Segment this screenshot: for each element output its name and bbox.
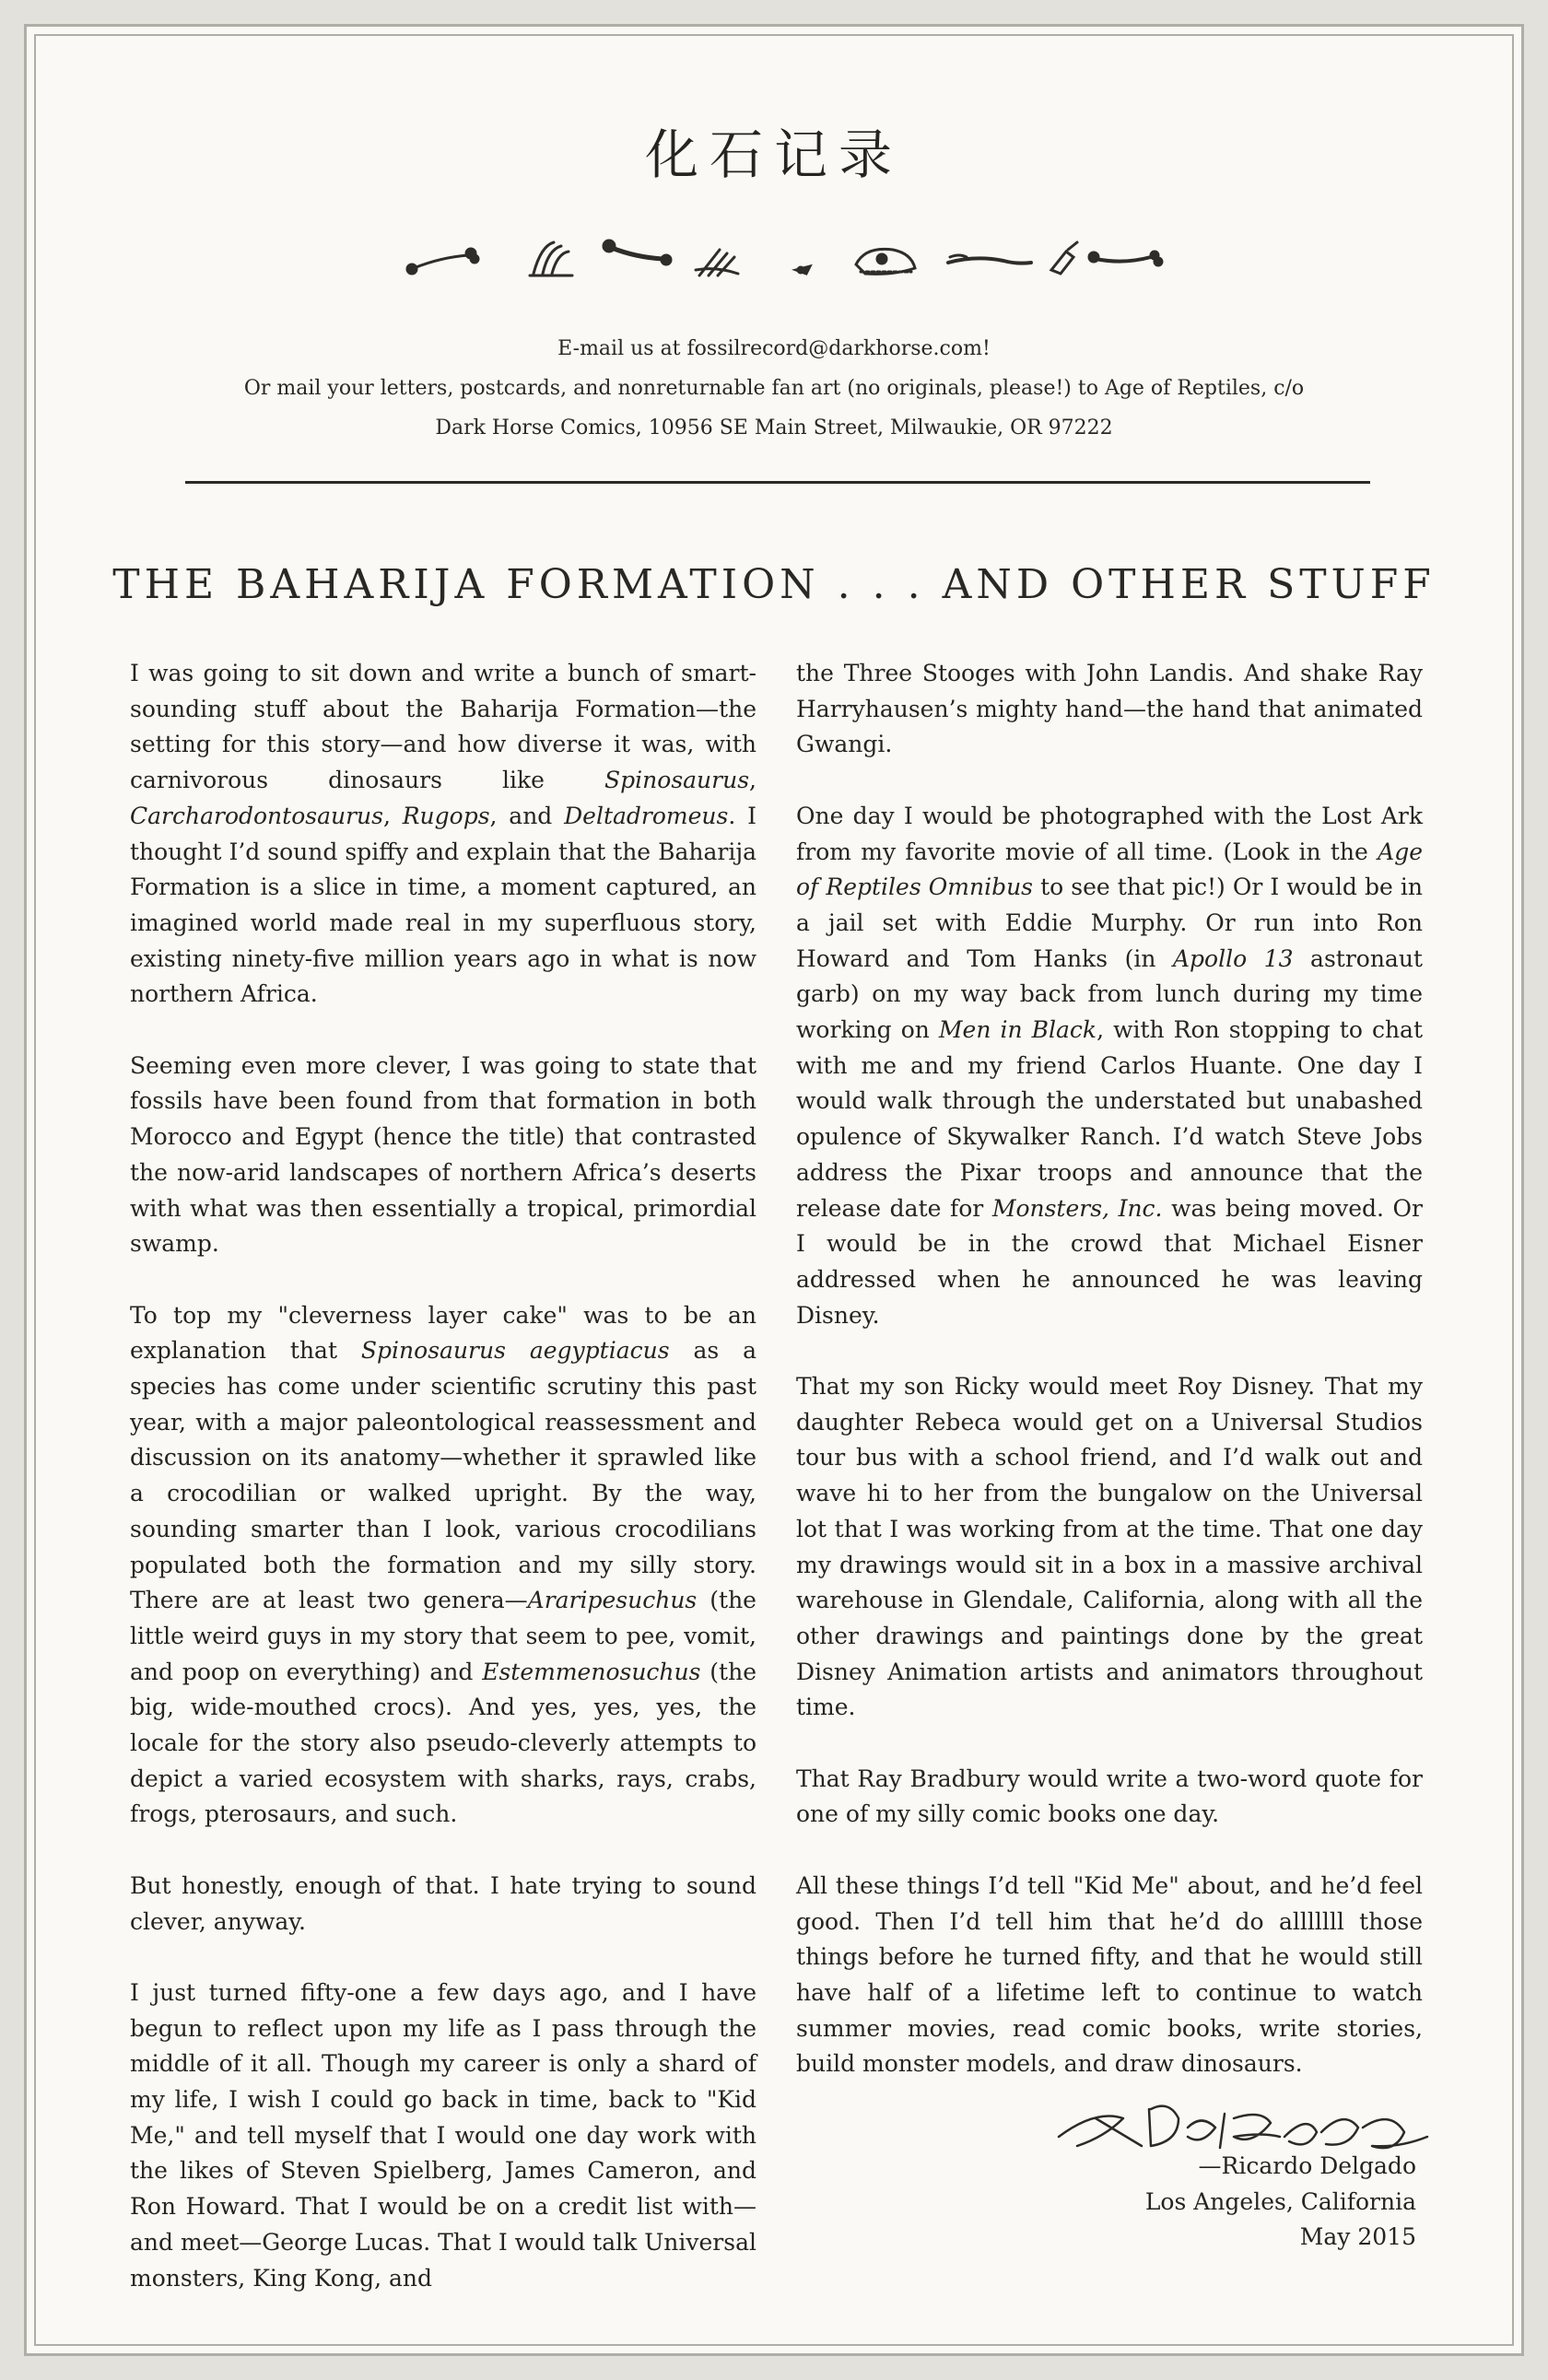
left-column: [130, 656, 756, 2332]
paragraph: the Three Stooges with John Landis. And shake Ray Harryhausen’s mighty hand—the hand that animated Gwangi.: [796, 660, 1423, 758]
masthead-title: 化石记录: [644, 123, 903, 186]
fossil-jaw-icon: [948, 255, 1031, 264]
divider-rule: [185, 481, 1370, 484]
paragraph: That my son Ricky would meet Roy Disney. That my daughter Rebeca would get on a Universal Studios tour bus with a school friend, and I’d walk out and wave hi to her from the bungalow on the Universal lot that I was working from at the time. That one day my drawings would sit in a box in a massive archival warehouse in Glendale, California, along with all the other drawings and paintings done by the great Disney Animation artists and animators throughout time.: [796, 1373, 1423, 1721]
contact-info: [119, 329, 1429, 448]
contact-mail-line: Or mail your letters, postcards, and nonreturnable fan art (no originals, please!) to Age of Reptiles, c/o: [243, 377, 1305, 400]
fossil-skull-icon: [856, 249, 915, 274]
paragraph: I was going to sit down and write a bunch of smart-sounding stuff about the Baharija Formation—the setting for this story—and how diverse it was, with carnivorous dinosaurs like Spinosaurus, Carcharodontosaurus, Rugops, and Deltadromeus. I thought I’d sound spiffy and explain that the Baharija Formation is a slice in time, a moment captured, an imagined world made real in my superfluous story, existing ninety-five million years ago in what is now northern Africa.: [130, 660, 756, 1008]
fossil-femur-icon: [604, 240, 671, 264]
article-headline: THE BAHARIJA FORMATION . . . AND OTHER STUFF: [112, 561, 1436, 608]
paragraph: That Ray Bradbury would write a two-word quote for one of my silly comic books one day.: [796, 1764, 1423, 1828]
fossil-vertebra-icon: [1051, 242, 1077, 274]
paragraph: I just turned fifty-one a few days ago, and I have begun to reflect upon my life as I pass through the middle of it all. Though my career is only a shard of my life, I wish I could go back in time, back to "Kid Me," and tell myself that I would one day work with the likes of Steven Spielberg, James Cameron, and Ron Howard. That I would be on a credit list with—and meet—George Lucas. That I would talk Universal monsters, King Kong, and: [130, 1978, 756, 2292]
paragraph: To top my "cleverness layer cake" was to be an explanation that Spinosaurus aegyptiacus as a species has come under scientific scrutiny this past year, with a major paleontological reassessment and discussion on its anatomy—whether it sprawled like a crocodilian or walked upright. By the way, sounding smarter than I look, various crocodilians populated both the formation and my silly story. There are at least two genera—Araripesuchus (the little weird guys in my story that seem to pee, vomit, and poop on everything) and Estemmenosuchus (the big, wide-mouthed crocs). And yes, yes, yes, the locale for the story also pseudo-cleverly attempts to depict a varied ecosystem with sharks, rays, crabs, frogs, pterosaurs, and such.: [130, 1301, 756, 1828]
fossil-rib-icon: [696, 250, 738, 276]
paragraph: All these things I’d tell "Kid Me" about, and he’d feel good. Then I’d tell him that he’d do alllllll those things before he turned fifty, and that he would still have half of a lifetime left to continue to watch summer movies, read comic books, write stories, build monster models, and draw dinosaurs.: [796, 1871, 1423, 2078]
contact-email-line: E-mail us at fossilrecord@darkhorse.com!: [557, 337, 991, 360]
letter-date: May 2015: [1299, 2223, 1416, 2251]
fossil-ornament-row: [395, 229, 1179, 294]
signoff-block: [1145, 2149, 1416, 2256]
fossil-bone-icon: [407, 249, 478, 274]
paragraph: Seeming even more clever, I was going to state that fossils have been found from that formation in both Morocco and Egypt (hence the title) that contrasted the now-arid landscapes of northern Africa’s deserts with what was then essentially a tropical, primordial swamp.: [130, 1051, 756, 1258]
fossil-tooth-icon: [796, 266, 810, 274]
fossil-limb-icon: [1089, 252, 1162, 265]
contact-address-line: Dark Horse Comics, 10956 SE Main Street, Milwaukie, OR 97222: [435, 416, 1113, 440]
paragraph: But honestly, enough of that. I hate trying to sound clever, anyway.: [130, 1871, 756, 1935]
paragraph: One day I would be photographed with the Lost Ark from my favorite movie of all time. (Look in the Age of Reptiles Omnibus to see that pic!) Or I would be in a jail set with Eddie Murphy. Or run into Ron Howard and Tom Hanks (in Apollo 13 astronaut garb) on my way back from lunch during my time working on Men in Black, with Ron stopping to chat with me and my friend Carlos Huante. One day I would walk through the understated but unabashed opulence of Skywalker Ranch. I’d watch Steve Jobs address the Pixar troops and announce that the release date for Monsters, Inc. was being moved. Or I would be in the crowd that Michael Eisner addressed when he announced he was leaving Disney.: [796, 802, 1423, 1329]
right-column: [796, 656, 1423, 2118]
author-location: Los Angeles, California: [1144, 2187, 1416, 2215]
author-name: —Ricardo Delgado: [1198, 2152, 1416, 2179]
fossil-claw-icon: [530, 242, 572, 276]
letters-page: [24, 24, 1524, 2356]
